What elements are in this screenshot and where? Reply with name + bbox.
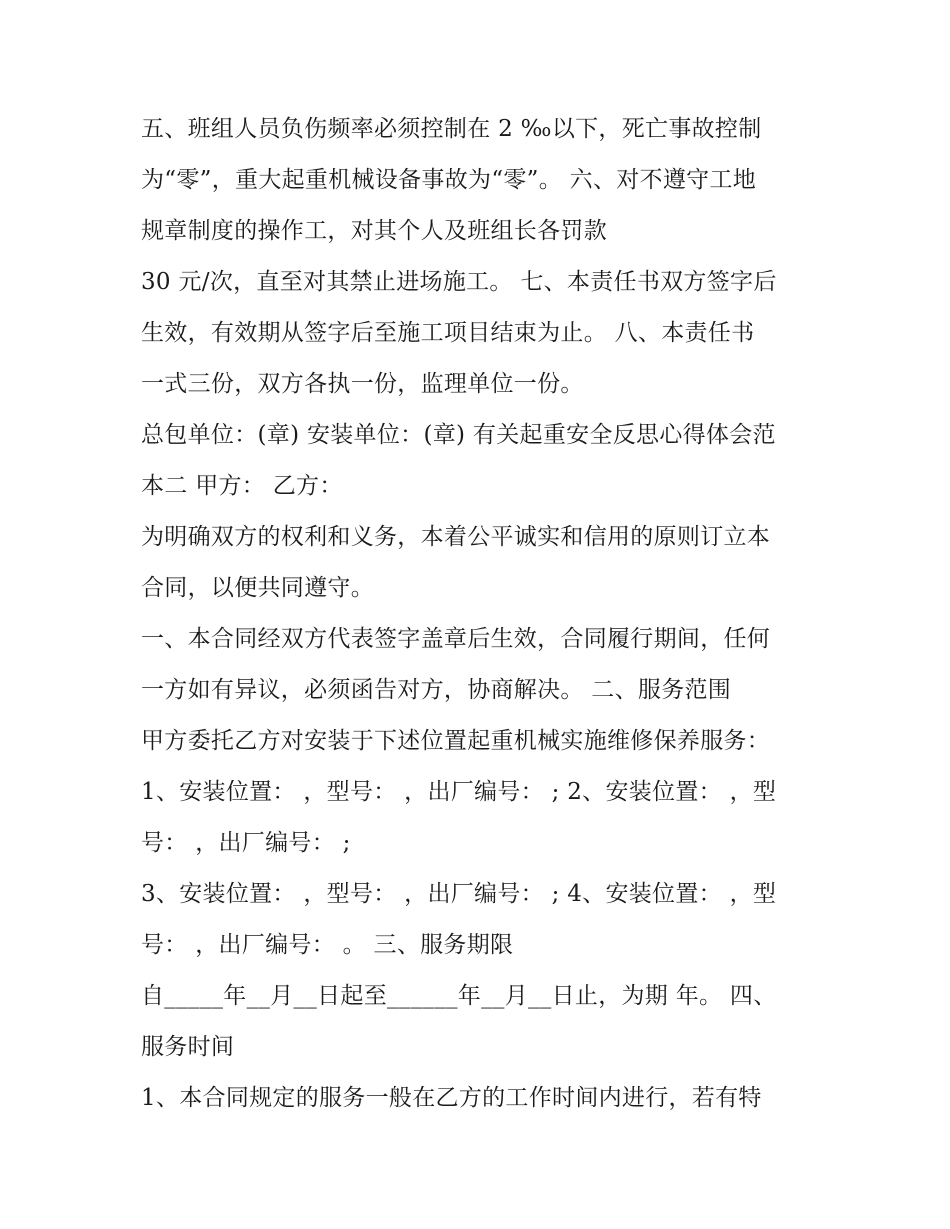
text-line: 甲方委托乙方对安装于下述位置起重机械实施维修保养服务：: [141, 728, 771, 754]
text-line: 为明确双方的权利和义务，本着公平诚实和信用的原则订立本: [141, 524, 771, 550]
text-line: 一方如有异议，必须函告对方，协商解决。 二、服务范围: [141, 677, 732, 703]
text-line: 服务时间: [141, 1034, 235, 1060]
text-line: 一式三份，双方各执一份，监理单位一份。: [141, 371, 584, 397]
text-line: 生效，有效期从签字后至施工项目结束为止。 八、本责任书: [141, 320, 755, 346]
text-line: 1、安装位置： ，型号： ，出厂编号： ; 2、安装位置： ，型: [141, 779, 777, 805]
text-line: 五、班组人员负伤频率必须控制在 2 ‰以下，死亡事故控制: [141, 116, 762, 142]
text-line: 一、本合同经双方代表签字盖章后生效，合同履行期间，任何: [141, 626, 771, 652]
text-line: 号： ，出厂编号： ;: [141, 830, 351, 856]
text-line: 为“零”，重大起重机械设备事故为“零”。 六、对不遵守工地: [141, 167, 757, 193]
text-line: 规章制度的操作工，对其个人及班组长各罚款: [141, 218, 607, 244]
text-line: 1、本合同规定的服务一般在乙方的工作时间内进行，若有特: [141, 1085, 762, 1111]
text-line: 自_____年__月__日起至______年__月__日止，为期 年。 四、: [141, 983, 777, 1009]
text-line: 3、安装位置： ，型号： ，出厂编号： ; 4、安装位置： ，型: [141, 881, 777, 907]
text-line: 合同，以便共同遵守。: [141, 575, 374, 601]
text-line: 号： ，出厂编号： 。 三、服务期限: [141, 932, 514, 958]
text-line: 总包单位：(章) 安装单位：(章) 有关起重安全反思心得体会范: [141, 422, 776, 448]
text-line: 本二 甲方： 乙方：: [141, 473, 343, 499]
text-line: 30 元/次，直至对其禁止进场施工。 七、本责任书双方签字后: [141, 269, 777, 295]
